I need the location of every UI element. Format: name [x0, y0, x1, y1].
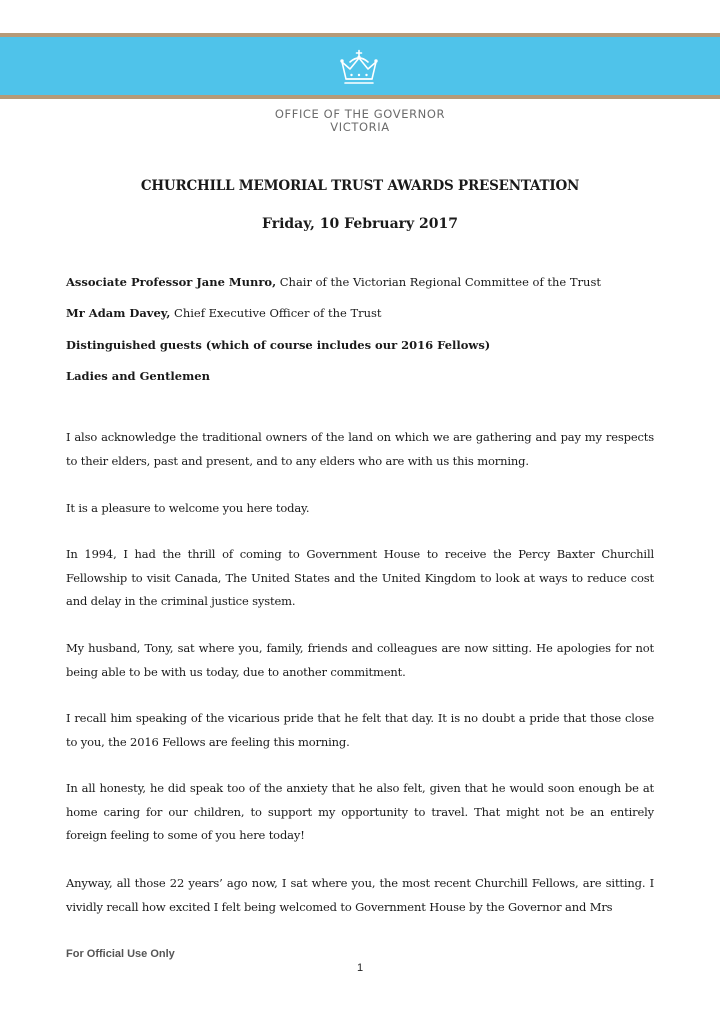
body-paragraph: It is a pleasure to welcome you here today.	[66, 501, 310, 515]
salutation-name: Ladies and Gentlemen	[66, 369, 210, 383]
document-date: Friday, 10 February 2017	[262, 216, 458, 232]
salutation-line	[66, 338, 490, 352]
office-line-2: VICTORIA	[330, 120, 390, 134]
salutation-name: Associate Professor Jane Munro,	[66, 275, 277, 289]
salutation-name: Distinguished guests (which of course includes our 2016 Fellows)	[66, 338, 491, 352]
body-paragraph: In 1994, I had the thrill of coming to Government House to receive the Percy Baxter Churchill Fellowship to visit Canada, The United States and the United Kingdom to look at ways to reduce cost and delay in the criminal justice system.	[66, 547, 654, 608]
salutation-line	[66, 275, 601, 289]
office-line-1: OFFICE OF THE GOVERNOR	[274, 107, 446, 121]
body-paragraph: I recall him speaking of the vicarious pride that he felt that day. It is no doubt a pride that those close to you, the 2016 Fellows are feeling this morning.	[66, 711, 654, 749]
page-number: 1	[356, 962, 364, 974]
salutation-role: Chief Executive Officer of the Trust	[170, 306, 382, 320]
body-paragraph: Anyway, all those 22 years’ ago now, I sat where you, the most recent Churchill Fellows, are sitting. I vividly recall how excited I felt being welcomed to Government House by the Governor and Mrs	[66, 876, 654, 914]
body-paragraph: My husband, Tony, sat where you, family, friends and colleagues are now sitting. He apologies for not being able to be with us today, due to another commitment.	[66, 641, 654, 679]
document-title: CHURCHILL MEMORIAL TRUST AWARDS PRESENTATION	[140, 178, 580, 194]
salutation-role: Chair of the Victorian Regional Committee of the Trust	[276, 275, 601, 289]
salutation-line	[66, 369, 210, 383]
body-paragraph: In all honesty, he did speak too of the anxiety that he also felt, given that he would soon enough be at home caring for our children, to support my opportunity to travel. That might not be an entirely foreign feeling to some of you here today!	[66, 781, 654, 842]
office-name	[0, 108, 720, 134]
salutation-name: Mr Adam Davey,	[66, 306, 171, 320]
salutation-line	[66, 306, 382, 320]
header-banner	[0, 33, 720, 99]
footer-classification: For Official Use Only	[66, 948, 175, 960]
crown-icon	[336, 49, 382, 89]
body-paragraph: I also acknowledge the traditional owners of the land on which we are gathering and pay my respects to their elders, past and present, and to any elders who are with us this morning.	[66, 430, 654, 468]
